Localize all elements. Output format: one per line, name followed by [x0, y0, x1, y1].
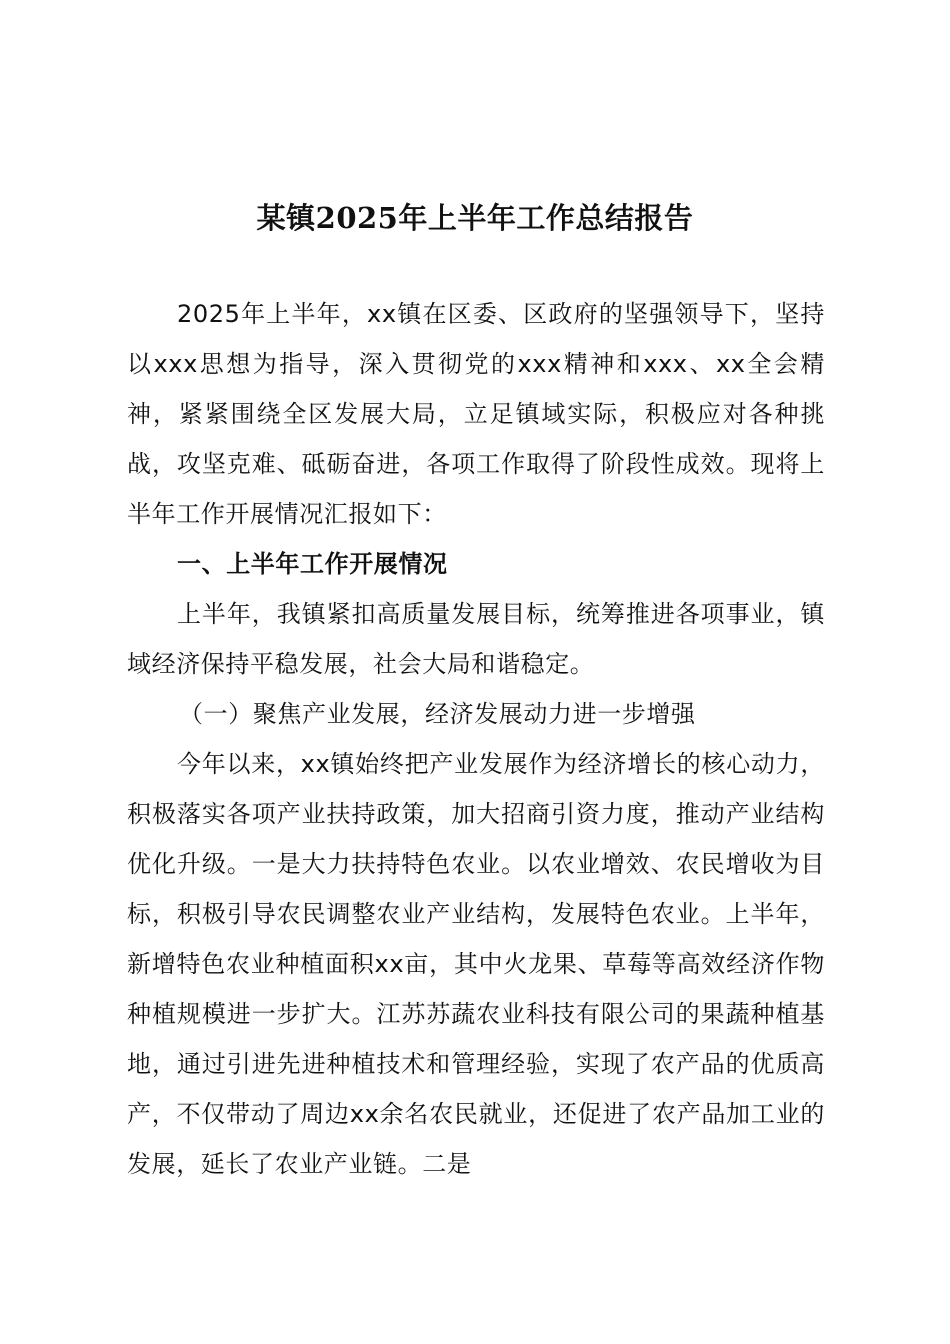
intro-paragraph: 2025年上半年，xx镇在区委、区政府的坚强领导下，坚持以xxx思想为指导，深入贯彻党的xxx精神和xxx、xx全会精神，紧紧围绕全区发展大局，立足镇域实际，积极应对各种挑战，攻坚克难、砥砺奋进，各项工作取得了阶段性成效。现将上半年工作开展情况汇报如下：: [127, 300, 825, 528]
section-paragraph: 上半年，我镇紧扣高质量发展目标，统筹推进各项事业，镇域经济保持平稳发展，社会大局和谐稳定。: [127, 600, 825, 678]
subsection-heading: （一）聚焦产业发展，经济发展动力进一步增强: [179, 700, 696, 728]
document-title: 某镇2025年上半年工作总结报告: [256, 201, 694, 235]
section-heading: 一、上半年工作开展情况: [177, 550, 448, 578]
subsection-paragraph: 今年以来，xx镇始终把产业发展作为经济增长的核心动力，积极落实各项产业扶持政策，加大招商引资力度，推动产业结构优化升级。一是大力扶持特色农业。以农业增效、农民增收为目标，积极引导农民调整农业产业结构，发展特色农业。上半年，新增特色农业种植面积xx亩，其中火龙果、草莓等高效经济作物种植规模进一步扩大。江苏苏蔬农业科技有限公司的果蔬种植基地，通过引进先进种植技术和管理经验，实现了农产品的优质高产，不仅带动了周边xx余名农民就业，还促进了农产品加工业的发展，延长了农业产业链。二是: [127, 750, 825, 1178]
document-body: [127, 289, 825, 1189]
